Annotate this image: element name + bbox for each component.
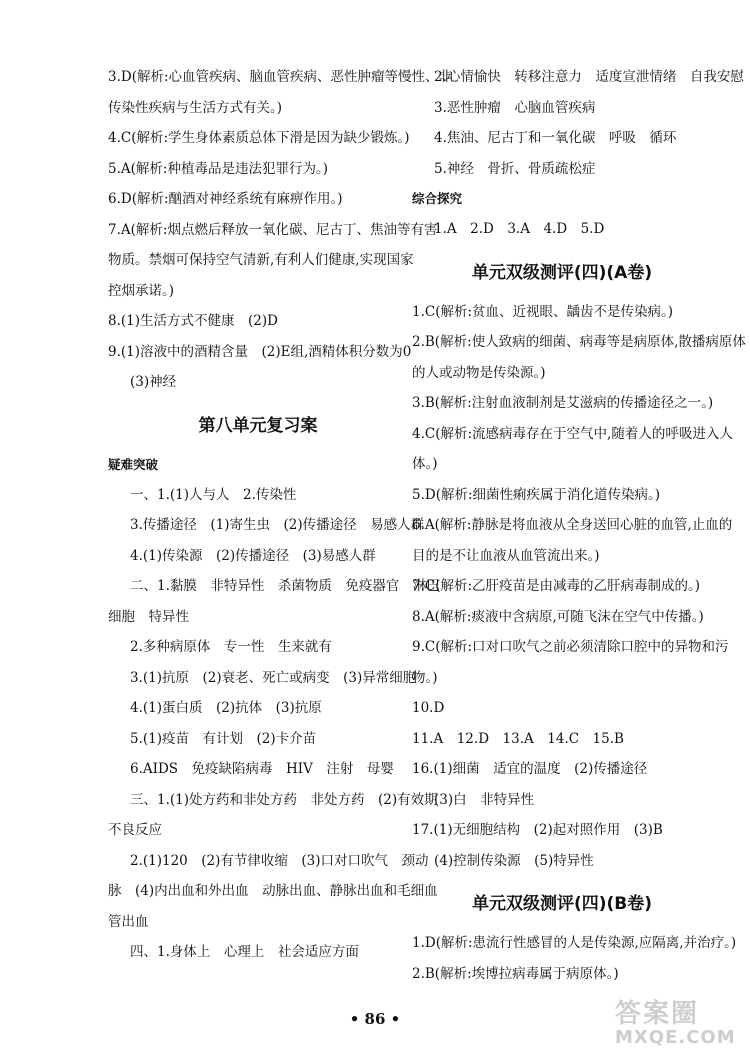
answer-line: 2.多种病原体 专一性 生来就有 — [130, 639, 332, 655]
answer-line: 的人或动物是传染源。) — [412, 364, 546, 381]
right-lines-top — [412, 62, 744, 184]
answer-line: 6.A(解析:静脉是将血液从全身送回心脏的血管,止血的 — [412, 517, 733, 533]
answer-line: 4.焦油、尼古丁和一氧化碳 呼吸 循环 — [434, 130, 677, 146]
answer-line: 目的是不让血液从血管流出来。) — [412, 547, 600, 564]
answer-line: 3.B(解析:注射血液制剂是艾滋病的传播途径之一。) — [412, 395, 714, 411]
answer-line: 16.(1)细菌 适宜的温度 (2)传播途径 — [412, 761, 648, 777]
answer-line: 6.D(解析:酗酒对神经系统有麻痹作用。) — [108, 191, 343, 207]
answer-line: 1.D(解析:患流行性感冒的人是传染源,应隔离,并治疗。) — [412, 935, 737, 951]
right-column — [412, 62, 746, 989]
answer-line: 5.D(解析:细菌性痢疾属于消化道传染病。) — [412, 486, 661, 503]
answer-line: 三、1.(1)处方药和非处方药 非处方药 (2)有效期 — [130, 791, 438, 808]
answer-line: 二、1.黏膜 非特异性 杀菌物质 免疫器官 淋巴 — [130, 578, 440, 594]
answer-line: 2.心情愉快 转移注意力 适度宣泄情绪 自我安慰 — [434, 69, 744, 85]
answer-line: 管出血 — [108, 913, 149, 930]
answer-line: 5.神经 骨折、骨质疏松症 — [434, 160, 596, 177]
answer-line: 8.(1)生活方式不健康 (2)D — [108, 313, 278, 329]
answer-line: 8.A(解析:痰液中含病原,可随飞沫在空气中传播。) — [412, 608, 704, 625]
answer-line: 一、1.(1)人与人 2.传染性 — [130, 486, 297, 503]
answer-line: 物。) — [412, 669, 438, 686]
section-title-unit8-review: 第八单元复习案 — [198, 415, 318, 436]
answer-line: 2.B(解析:埃博拉病毒属于病原体。) — [412, 965, 619, 982]
answer-line: 细胞 特异性 — [108, 608, 189, 625]
watermark-bottom: MXQE.COM — [615, 1027, 736, 1048]
answer-line: 3.传播途径 (1)寄生虫 (2)传播途径 易感人群 — [130, 517, 425, 533]
answer-line: 1.C(解析:贫血、近视眼、龋齿不是传染病。) — [412, 303, 674, 320]
right-lines-mid — [412, 214, 712, 245]
answer-line: 3.(1)抗原 (2)衰老、死亡或病变 (3)异常细胞 — [130, 669, 417, 686]
answer-line: 17.(1)无细胞结构 (2)起对照作用 (3)B — [412, 822, 663, 838]
answer-line: 4.C(解析:学生身体素质总体下滑是因为缺少锻炼。) — [108, 130, 410, 146]
sub-title-comprehensive: 综合探究 — [412, 191, 463, 206]
page-number: • 86 • — [349, 1010, 401, 1028]
answer-line: 2.B(解析:使人致病的细菌、病毒等是病原体,散播病原体 — [412, 334, 746, 350]
answer-line: 3.D(解析:心血管疾病、脑血管疾病、恶性肿瘤等慢性、非 — [108, 69, 453, 85]
answer-line: (3)白 非特异性 — [434, 791, 535, 808]
right-lines-b — [412, 928, 737, 989]
answer-line: 11.A 12.D 13.A 14.C 15.B — [412, 730, 624, 747]
answer-line: 4.(1)传染源 (2)传播途径 (3)易感人群 — [130, 547, 376, 564]
answer-line: 3.恶性肿瘤 心脑血管疾病 — [434, 99, 596, 116]
answer-line: 物质。禁烟可保持空气清新,有利人们健康,实现国家 — [108, 252, 414, 268]
watermark-top: 答案圈 — [615, 999, 700, 1029]
answer-line: (3)神经 — [130, 374, 177, 390]
answer-line: 5.(1)疫苗 有计划 (2)卡介苗 — [130, 730, 317, 747]
answer-line: 体。) — [412, 456, 438, 472]
answer-line: 四、1.身体上 心理上 社会适应方面 — [130, 944, 359, 960]
answer-line: 2.(1)120 (2)有节律收缩 (3)口对口吹气 颈动 — [130, 852, 429, 869]
sub-title-difficulty: 疑难突破 — [108, 456, 159, 472]
answer-line: 控烟承诺。) — [108, 282, 175, 299]
answer-line: 7.C(解析:乙肝疫苗是由减毒的乙肝病毒制成的。) — [412, 578, 701, 594]
answer-line: 脉 (4)内出血和外出血 动脉出血、静脉出血和毛细血 — [108, 883, 438, 899]
section-title-test-b: 单元双级测评(四)(B卷) — [471, 894, 653, 914]
right-lines-a — [412, 297, 746, 877]
section-title-test-a: 单元双级测评(四)(A卷) — [471, 262, 653, 283]
answer-line: 4.(1)蛋白质 (2)抗体 (3)抗原 — [130, 700, 322, 716]
answer-line: 9.C(解析:口对口吹气之前必须清除口腔中的异物和污 — [412, 639, 729, 655]
answer-line: 6.AIDS 免疫缺陷病毒 HIV 注射 母婴 — [130, 761, 394, 777]
answer-line: 7.A(解析:烟点燃后释放一氧化碳、尼古丁、焦油等有害 — [108, 221, 438, 238]
answer-line: 5.A(解析:种植毒品是违法犯罪行为。) — [108, 160, 328, 177]
answer-line: 传染性疾病与生活方式有关。) — [108, 99, 283, 116]
watermark-logo — [615, 1000, 745, 1052]
answer-line: (4)控制传染源 (5)特异性 — [434, 852, 594, 869]
answer-line: 1.A 2.D 3.A 4.D 5.D — [434, 221, 605, 237]
answer-line: 不良反应 — [108, 822, 162, 838]
answer-line: 4.C(解析:流感病毒存在于空气中,随着人的呼吸进入人 — [412, 425, 733, 442]
answer-line: 9.(1)溶液中的酒精含量 (2)E组,酒精体积分数为0 — [108, 343, 412, 360]
answer-line: 10.D — [412, 700, 445, 716]
